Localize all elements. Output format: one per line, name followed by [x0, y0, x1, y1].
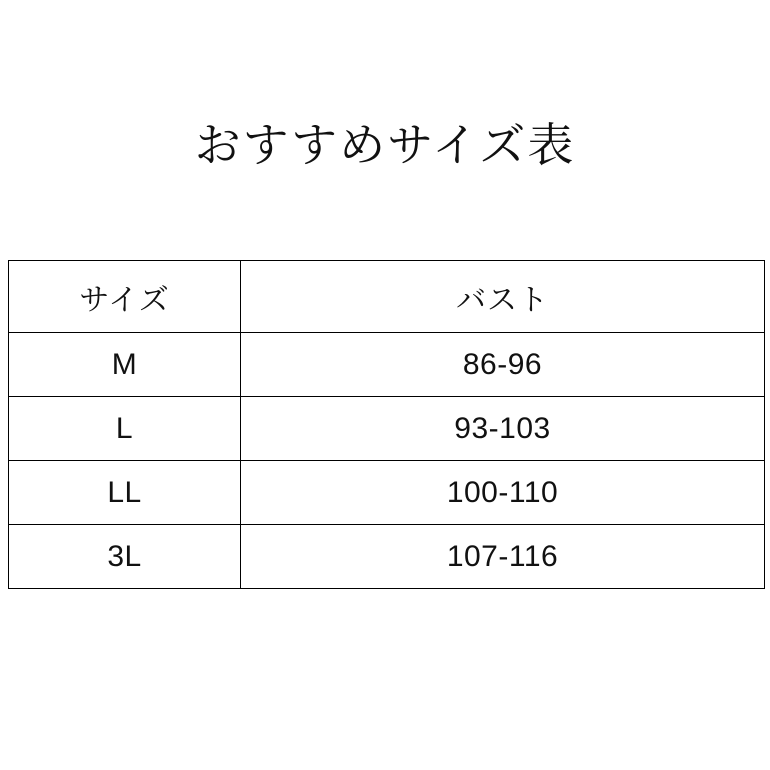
table-header-row	[9, 261, 765, 333]
cell-bust: 107-116	[241, 525, 765, 589]
table-row	[9, 525, 765, 589]
cell-size: LL	[9, 461, 241, 525]
column-header-size: サイズ	[9, 261, 241, 333]
cell-bust: 86-96	[241, 333, 765, 397]
table-row	[9, 397, 765, 461]
cell-size: M	[9, 333, 241, 397]
table-row	[9, 333, 765, 397]
cell-bust: 100-110	[241, 461, 765, 525]
size-table	[8, 260, 765, 589]
cell-size: 3L	[9, 525, 241, 589]
table-header	[9, 261, 765, 333]
cell-size: L	[9, 397, 241, 461]
page-title: おすすめサイズ表	[194, 119, 576, 171]
column-header-bust: バスト	[241, 261, 765, 333]
cell-bust: 93-103	[241, 397, 765, 461]
table-row	[9, 461, 765, 525]
table-body	[9, 333, 765, 589]
